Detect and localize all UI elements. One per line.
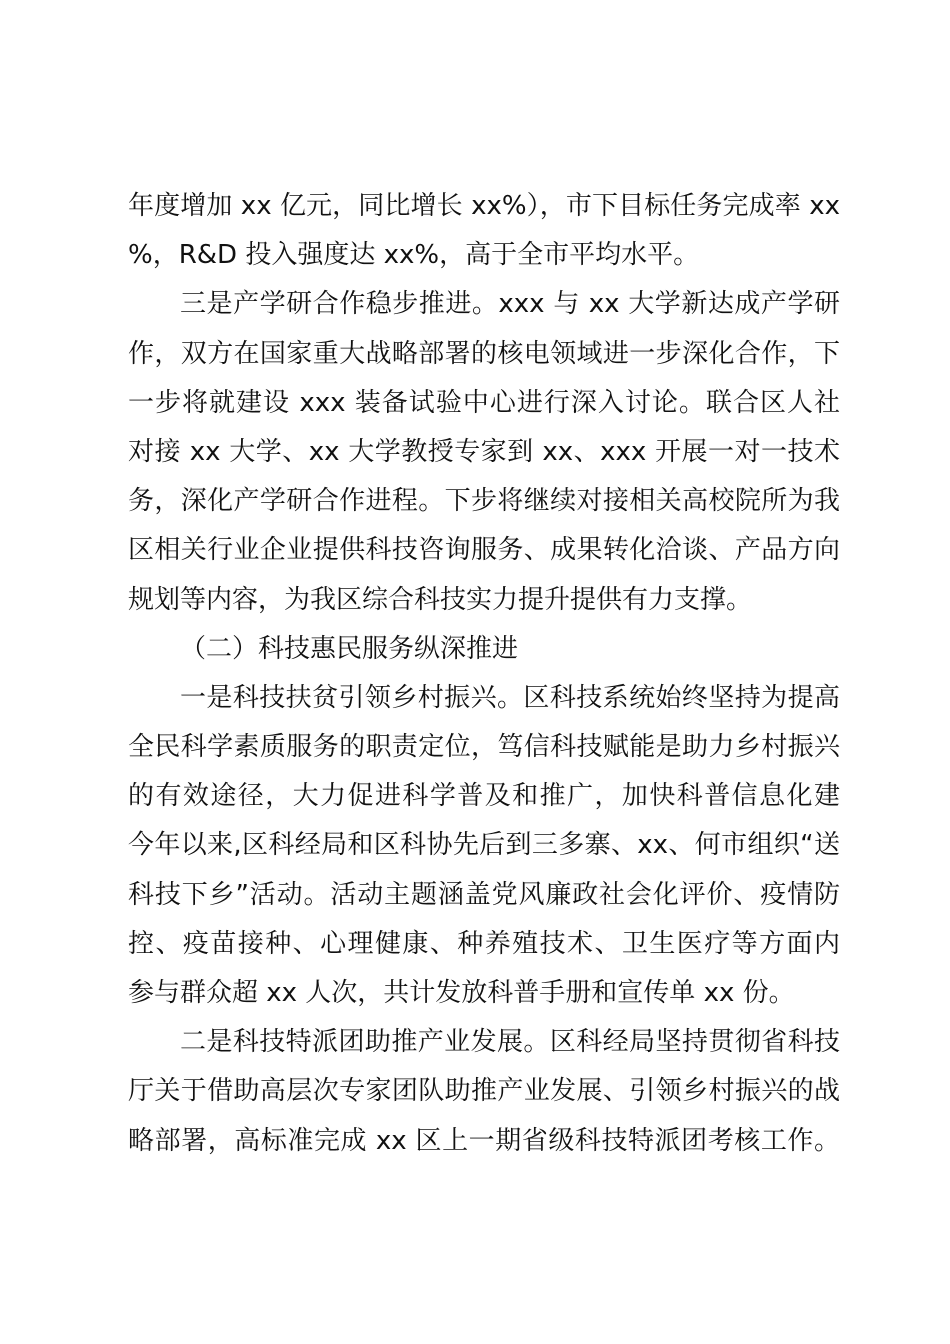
paragraph-line: 二是科技特派团助推产业发展。区科经局坚持贯彻省科技: [180, 1027, 840, 1058]
document-body: [128, 182, 840, 1166]
paragraph-line: 参与群众超 xx 人次，共计发放科普手册和宣传单 xx 份。: [128, 978, 795, 1008]
paragraph-line: 一是科技扶贫引领乡村振兴。区科技系统始终坚持为提高: [180, 682, 840, 713]
paragraph-line: 控、疫苗接种、心理健康、种养殖技术、卫生医疗等方面内: [128, 928, 840, 959]
paragraph-line: 全民科学素质服务的职责定位，笃信科技赋能是助力乡村振兴: [128, 732, 840, 763]
paragraph-line: 年度增加 xx 亿元，同比增长 xx%），市下目标任务完成率 xx: [128, 191, 840, 221]
paragraph-line: 区相关行业企业提供科技咨询服务、成果转化洽谈、产品方向: [128, 535, 840, 566]
paragraph-line: 的有效途径，大力促进科学普及和推广，加快科普信息化建: [128, 781, 840, 812]
paragraph-line: 厅关于借助高层次专家团队助推产业发展、引领乡村振兴的战: [128, 1076, 840, 1107]
paragraph-line: 略部署，高标准完成 xx 区上一期省级科技特派团考核工作。: [128, 1125, 840, 1156]
paragraph-line: 今年以来,区科经局和区科协先后到三多寨、xx、何市组织“送: [128, 830, 840, 861]
paragraph-line: %，R&D 投入强度达 xx%，高于全市平均水平。: [128, 240, 700, 271]
paragraph-line: 作，双方在国家重大战略部署的核电领域进一步深化合作，下: [128, 338, 840, 369]
paragraph-line: 务，深化产学研合作进程。下步将继续对接相关高校院所为我: [128, 486, 840, 517]
paragraph-line: 规划等内容，为我区综合科技实力提升提供有力支撑。: [128, 584, 753, 615]
section-heading: （二）科技惠民服务纵深推进: [180, 633, 519, 664]
paragraph-line: 一步将就建设 xxx 装备试验中心进行深入讨论。联合区人社: [128, 387, 840, 418]
paragraph-line: 对接 xx 大学、xx 大学教授专家到 xx、xxx 开展一对一技术: [128, 436, 840, 467]
paragraph-line: 科技下乡”活动。活动主题涵盖党风廉政社会化评价、疫情防: [128, 879, 840, 910]
paragraph-line: 三是产学研合作稳步推进。xxx 与 xx 大学新达成产学研: [180, 289, 840, 320]
